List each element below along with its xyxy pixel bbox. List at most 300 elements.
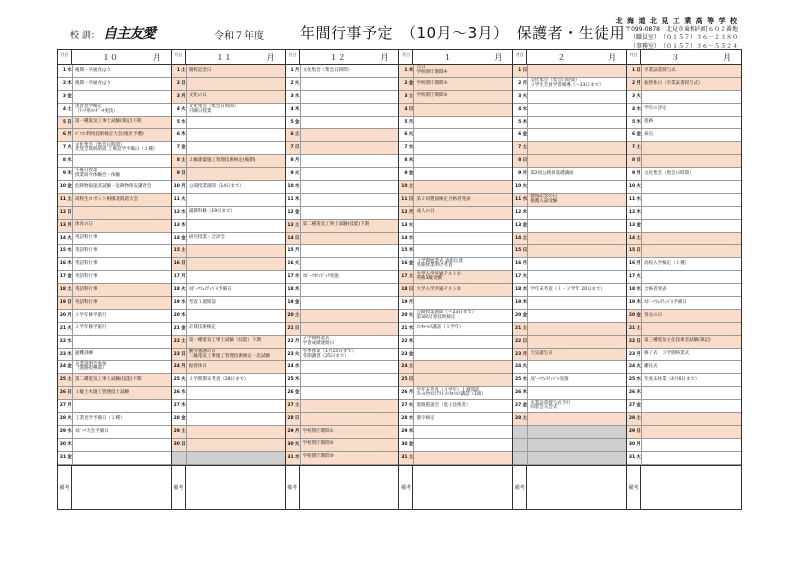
weekday: 金 bbox=[636, 310, 642, 322]
day-number: 26 bbox=[173, 390, 180, 396]
event-text: ｽﾎﾟｰﾂ大会予備日 bbox=[75, 428, 109, 434]
event-text bbox=[73, 452, 171, 464]
event-text: 合格者発表 bbox=[644, 286, 667, 292]
month-title bbox=[413, 50, 512, 64]
day-number bbox=[513, 439, 522, 451]
day-row bbox=[513, 426, 626, 439]
day-number: 6 bbox=[404, 132, 408, 138]
day-row bbox=[399, 361, 512, 374]
day-row bbox=[513, 349, 626, 362]
day-row bbox=[627, 168, 741, 181]
day-number: 21 bbox=[59, 325, 66, 331]
event-text bbox=[642, 233, 741, 245]
month-day-label: 月日 bbox=[286, 50, 300, 64]
event-text: 離任式 bbox=[644, 364, 658, 370]
day-row bbox=[286, 207, 399, 220]
day-row bbox=[286, 439, 399, 452]
weekday: 水 bbox=[67, 65, 73, 77]
weekday: 日 bbox=[181, 168, 187, 180]
weekday: 土 bbox=[295, 129, 301, 141]
school-address: 〒099-0878 北見市東相内町６０２番地 bbox=[625, 25, 738, 33]
day-number: 24 bbox=[628, 364, 636, 370]
day-row bbox=[172, 104, 285, 117]
weekday: 木 bbox=[408, 426, 414, 438]
weekday: 金 bbox=[67, 181, 73, 193]
day-row bbox=[58, 207, 171, 220]
day-number: 14 bbox=[628, 235, 636, 241]
day-number: 24 bbox=[59, 364, 66, 370]
day-number: 20 bbox=[628, 312, 636, 318]
day-row bbox=[627, 245, 741, 258]
day-row bbox=[286, 168, 399, 181]
day-number: 23 bbox=[515, 351, 522, 357]
event-text bbox=[301, 374, 399, 386]
day-number: 31 bbox=[401, 454, 408, 460]
day-row bbox=[286, 194, 399, 207]
day-row bbox=[399, 245, 512, 258]
event-text bbox=[642, 181, 741, 193]
day-number: 7 bbox=[404, 145, 408, 151]
event-text: 学年末考査（１・２学年 20日まで） bbox=[530, 286, 605, 292]
weekday: 金 bbox=[522, 129, 528, 141]
weekday: 火 bbox=[522, 181, 528, 193]
event-text: 英語科行事 bbox=[75, 299, 98, 305]
weekday: 日 bbox=[408, 284, 414, 296]
day-number: 10 bbox=[515, 184, 522, 190]
page-header bbox=[0, 0, 800, 50]
event-text: 振替休日 bbox=[188, 364, 207, 370]
weekday: 木 bbox=[295, 284, 301, 296]
day-number: 6 bbox=[176, 132, 180, 138]
event-text: 後期・共通食はり bbox=[75, 80, 111, 86]
event-text bbox=[642, 452, 741, 464]
day-row bbox=[399, 336, 512, 349]
day-row bbox=[286, 220, 399, 233]
event-text bbox=[73, 155, 171, 167]
day-row bbox=[58, 142, 171, 155]
event-text: 企業説明会参加 （進路指導部） bbox=[75, 361, 107, 372]
weekday: 日 bbox=[522, 245, 528, 257]
day-number: 22 bbox=[59, 338, 66, 344]
weekday: 水 bbox=[181, 297, 187, 309]
day-row bbox=[172, 323, 285, 336]
weekday: 火 bbox=[67, 323, 73, 335]
day-row bbox=[513, 400, 626, 413]
event-text bbox=[301, 361, 399, 373]
weekday: 月 bbox=[181, 91, 187, 103]
day-number: 24 bbox=[173, 364, 180, 370]
event-text bbox=[73, 400, 171, 412]
month-suffix: 月 bbox=[608, 52, 617, 62]
weekday: 月 bbox=[522, 168, 528, 180]
day-row bbox=[58, 194, 171, 207]
day-row bbox=[399, 78, 512, 91]
month-header bbox=[172, 50, 285, 65]
event-text: 学校閉庁期間③ bbox=[302, 454, 334, 460]
event-text bbox=[414, 349, 512, 361]
weekday: 木 bbox=[181, 220, 187, 232]
notes-label: 備考 bbox=[399, 466, 413, 509]
event-text bbox=[301, 194, 399, 206]
day-number: 12 bbox=[287, 209, 294, 215]
day-number: 30 bbox=[401, 441, 408, 447]
weekday: 月 bbox=[408, 297, 414, 309]
day-row bbox=[286, 413, 399, 426]
event-text bbox=[301, 117, 399, 129]
event-text: 考査１週間前 bbox=[188, 299, 216, 305]
day-number: 13 bbox=[173, 222, 180, 228]
event-text bbox=[528, 258, 626, 270]
day-number: 28 bbox=[287, 416, 294, 422]
weekday: 木 bbox=[67, 78, 73, 90]
weekday: 木 bbox=[408, 336, 414, 348]
day-row bbox=[172, 65, 285, 78]
event-text bbox=[187, 400, 285, 412]
day-number: 28 bbox=[628, 416, 636, 422]
day-row bbox=[286, 129, 399, 142]
day-row bbox=[627, 104, 741, 117]
day-number: 13 bbox=[515, 222, 522, 228]
event-text: 第一種電気工事士試験(筆記)下期 bbox=[75, 119, 142, 125]
day-row bbox=[399, 310, 512, 323]
day-row bbox=[627, 400, 741, 413]
day-number: 25 bbox=[59, 377, 66, 383]
event-text bbox=[528, 142, 626, 154]
event-text bbox=[528, 91, 626, 103]
day-number: 25 bbox=[515, 377, 522, 383]
day-number: 6 bbox=[518, 132, 522, 138]
day-number: 14 bbox=[401, 235, 408, 241]
event-text bbox=[187, 452, 285, 464]
event-text bbox=[414, 439, 512, 451]
day-number: 29 bbox=[628, 428, 636, 434]
weekday: 水 bbox=[408, 323, 414, 335]
day-number: 22 bbox=[515, 338, 522, 344]
day-number: 12 bbox=[173, 209, 180, 215]
event-text bbox=[187, 129, 285, 141]
weekday: 木 bbox=[636, 297, 642, 309]
day-number: 1 bbox=[518, 68, 522, 73]
weekday: 金 bbox=[636, 129, 642, 141]
event-text: 学校閉庁期間① bbox=[302, 428, 334, 434]
day-number: 2 bbox=[404, 80, 408, 86]
day-row bbox=[513, 361, 626, 374]
day-row bbox=[286, 155, 399, 168]
weekday: 水 bbox=[295, 271, 301, 283]
weekday: 水 bbox=[636, 284, 642, 296]
school-tel-staff: （職員室） （０１５７）３６－２３８０ bbox=[629, 34, 738, 41]
weekday: 火 bbox=[522, 361, 528, 373]
day-row bbox=[172, 194, 285, 207]
event-text bbox=[301, 168, 399, 180]
weekday: 金 bbox=[522, 310, 528, 322]
event-text bbox=[642, 155, 741, 167]
weekday: 日 bbox=[408, 374, 414, 386]
day-number: 12 bbox=[59, 209, 66, 215]
day-number: 17 bbox=[628, 274, 636, 280]
weekday: 金 bbox=[181, 142, 187, 154]
day-number: 7 bbox=[632, 145, 636, 151]
day-row bbox=[513, 142, 626, 155]
day-number: 15 bbox=[173, 248, 180, 254]
weekday: 木 bbox=[67, 168, 73, 180]
weekday: 月 bbox=[522, 258, 528, 270]
weekday: 日 bbox=[181, 258, 187, 270]
day-number: 5 bbox=[176, 119, 180, 125]
day-row bbox=[58, 387, 171, 400]
day-number: 16 bbox=[628, 261, 636, 267]
day-row bbox=[513, 104, 626, 117]
day-number: 8 bbox=[518, 158, 522, 164]
event-text bbox=[301, 129, 399, 141]
event-text bbox=[528, 117, 626, 129]
day-row bbox=[399, 387, 512, 400]
weekday: 金 bbox=[636, 400, 642, 412]
day-number: 26 bbox=[401, 390, 408, 396]
event-text: 副教科修（19日まで） bbox=[188, 209, 236, 215]
event-text: 学年末考査（３学年）１週間前 ｽﾄｰﾙﾀｸｽｺﾝﾃｽﾄ ﾒﾝﾀﾙﾍﾙｽ講話（1組） bbox=[416, 387, 487, 398]
weekday: 月 bbox=[522, 78, 528, 90]
event-text: 天皇誕生日 bbox=[530, 351, 553, 357]
event-text bbox=[187, 245, 285, 257]
weekday: 木 bbox=[522, 117, 528, 129]
day-row bbox=[627, 349, 741, 362]
event-text bbox=[414, 129, 512, 141]
day-number: 19 bbox=[287, 300, 294, 306]
event-text bbox=[187, 387, 285, 399]
school-tel-office: （事務室） （０１５７）３６－５５２４ bbox=[629, 42, 738, 50]
month-column bbox=[172, 50, 286, 509]
event-text bbox=[414, 233, 512, 245]
event-text: 午後日授業 授業紹介体験会・体験 bbox=[75, 168, 120, 179]
day-number: 20 bbox=[401, 312, 408, 318]
event-text bbox=[301, 323, 399, 335]
weekday: 土 bbox=[408, 271, 414, 283]
day-row bbox=[58, 258, 171, 271]
weekday: 水 bbox=[181, 207, 187, 219]
event-text bbox=[528, 310, 626, 322]
day-row bbox=[58, 168, 171, 181]
day-number: 14 bbox=[287, 235, 294, 241]
weekday: 土 bbox=[181, 245, 187, 257]
month-number: ３ bbox=[671, 52, 680, 62]
month-day-label: 月日 bbox=[58, 50, 72, 64]
day-row bbox=[627, 142, 741, 155]
day-number: 7 bbox=[518, 145, 522, 151]
notes-area bbox=[399, 465, 512, 509]
month-header bbox=[58, 50, 171, 65]
event-text: 漢字検定 bbox=[416, 415, 435, 421]
weekday: 水 bbox=[67, 336, 73, 348]
day-row bbox=[513, 155, 626, 168]
day-row bbox=[399, 233, 512, 246]
day-row bbox=[286, 426, 399, 439]
day-row bbox=[399, 129, 512, 142]
day-row bbox=[286, 91, 399, 104]
event-text bbox=[414, 297, 512, 309]
day-row bbox=[513, 194, 626, 207]
event-text bbox=[301, 413, 399, 425]
month-suffix: 月 bbox=[494, 52, 503, 62]
event-text bbox=[414, 104, 512, 116]
day-row bbox=[286, 258, 399, 271]
weekday: 金 bbox=[181, 233, 187, 245]
event-text: 英語科行事 bbox=[75, 248, 98, 254]
day-row bbox=[627, 91, 741, 104]
day-row bbox=[627, 323, 741, 336]
event-text bbox=[414, 452, 512, 464]
day-number: 15 bbox=[287, 248, 294, 254]
day-row bbox=[172, 310, 285, 323]
day-number: 7 bbox=[290, 145, 294, 151]
day-number: 18 bbox=[515, 287, 522, 293]
day-number: 3 bbox=[632, 93, 636, 99]
day-number: 2 bbox=[62, 80, 66, 86]
day-row bbox=[58, 452, 171, 465]
day-number: 7 bbox=[176, 145, 180, 151]
day-row bbox=[58, 297, 171, 310]
weekday: 土 bbox=[408, 91, 414, 103]
day-row bbox=[399, 168, 512, 181]
event-text bbox=[528, 413, 626, 425]
weekday: 火 bbox=[67, 413, 73, 425]
event-text bbox=[414, 155, 512, 167]
event-text: 採点 bbox=[644, 132, 654, 138]
event-text bbox=[187, 220, 285, 232]
day-row bbox=[399, 65, 512, 78]
weekday: 火 bbox=[67, 142, 73, 154]
day-number: 8 bbox=[632, 158, 636, 164]
day-number: 19 bbox=[59, 300, 66, 306]
day-row bbox=[513, 78, 626, 91]
day-row bbox=[58, 104, 171, 117]
day-number: 29 bbox=[401, 428, 408, 434]
day-row bbox=[172, 78, 285, 91]
event-text bbox=[301, 78, 399, 90]
event-text bbox=[187, 168, 285, 180]
event-text bbox=[642, 400, 741, 412]
event-text: ｽﾎﾟｰﾂﾌｪｽﾃｨﾊﾞﾙ予備日 bbox=[644, 299, 687, 305]
event-text bbox=[187, 258, 285, 270]
event-text bbox=[642, 323, 741, 335]
day-number: 22 bbox=[628, 338, 636, 344]
event-text bbox=[528, 220, 626, 232]
day-number: 20 bbox=[59, 312, 66, 318]
month-column bbox=[513, 50, 627, 509]
weekday: 日 bbox=[181, 78, 187, 90]
weekday: 土 bbox=[181, 65, 187, 77]
schedule-grid bbox=[57, 49, 742, 510]
weekday: 水 bbox=[408, 142, 414, 154]
notes-label: 備考 bbox=[286, 466, 300, 509]
weekday: 水 bbox=[636, 194, 642, 206]
day-number: 24 bbox=[515, 364, 522, 370]
day-number: 15 bbox=[515, 248, 522, 254]
month-number: ２ bbox=[557, 52, 566, 62]
weekday: 木 bbox=[636, 207, 642, 219]
weekday: 土 bbox=[522, 323, 528, 335]
month-number: １２ bbox=[329, 52, 346, 62]
day-number: 23 bbox=[59, 351, 66, 357]
weekday: 土 bbox=[67, 284, 73, 296]
day-number: 21 bbox=[515, 325, 522, 331]
day-row bbox=[58, 310, 171, 323]
weekday: 月 bbox=[181, 361, 187, 373]
day-number: 13 bbox=[628, 222, 636, 228]
weekday: 土 bbox=[636, 233, 642, 245]
day-row bbox=[286, 104, 399, 117]
day-row bbox=[513, 181, 626, 194]
school-motto: 自主友愛 bbox=[103, 26, 155, 42]
weekday: 月 bbox=[67, 220, 73, 232]
day-number: 5 bbox=[290, 119, 294, 125]
weekday: 火 bbox=[636, 181, 642, 193]
day-row bbox=[399, 323, 512, 336]
event-text: 大学入学共通テスト② bbox=[416, 286, 461, 292]
day-number: 18 bbox=[173, 287, 180, 293]
month-number: １ bbox=[443, 52, 452, 62]
day-number: 18 bbox=[628, 287, 636, 293]
day-number: 1 bbox=[176, 68, 180, 73]
event-text bbox=[73, 336, 171, 348]
event-text bbox=[414, 220, 512, 232]
event-text bbox=[301, 297, 399, 309]
weekday: 日 bbox=[408, 194, 414, 206]
day-number: 11 bbox=[173, 196, 180, 202]
weekday: 金 bbox=[295, 117, 301, 129]
event-text bbox=[73, 91, 171, 103]
event-text: 第二種電気工事士試験(技能)下期 bbox=[75, 377, 142, 383]
weekday: 水 bbox=[636, 104, 642, 116]
event-text: 学校閉庁期間⑥ bbox=[416, 93, 448, 99]
event-text: 修了式 ３学期終業式 bbox=[644, 351, 690, 357]
day-row bbox=[627, 220, 741, 233]
weekday: 日 bbox=[636, 426, 642, 438]
event-text: １級土木施工管理技士試験 bbox=[75, 389, 129, 395]
day-number: 27 bbox=[173, 403, 180, 409]
event-text: 冬季休業（1月15日まで） 冬期講習（25日まで） bbox=[302, 348, 357, 359]
day-row bbox=[172, 155, 285, 168]
weekday: 土 bbox=[67, 104, 73, 116]
event-text bbox=[187, 142, 285, 154]
weekday: 木 bbox=[67, 258, 73, 270]
day-row bbox=[399, 142, 512, 155]
event-text: 高校入学検定（１種） bbox=[644, 261, 690, 266]
day-row bbox=[627, 78, 741, 91]
weekday: 水 bbox=[67, 426, 73, 438]
day-row bbox=[399, 220, 512, 233]
weekday: 月 bbox=[522, 349, 528, 361]
weekday: 土 bbox=[636, 323, 642, 335]
month-number: １１ bbox=[215, 52, 232, 62]
day-row bbox=[172, 271, 285, 284]
day-row bbox=[627, 181, 741, 194]
event-text: 学校閉庁期間② bbox=[302, 441, 334, 447]
day-row bbox=[58, 413, 171, 426]
weekday: 金 bbox=[67, 91, 73, 103]
weekday: 火 bbox=[408, 400, 414, 412]
day-number: 31 bbox=[628, 454, 636, 460]
weekday: 火 bbox=[408, 310, 414, 322]
event-text: 第一種電気工事士試験（技能）下期 bbox=[188, 338, 261, 344]
weekday: 月 bbox=[67, 310, 73, 322]
weekday: 月 bbox=[636, 168, 642, 180]
day-row bbox=[172, 91, 285, 104]
day-number: 27 bbox=[515, 403, 522, 409]
day-number: 26 bbox=[628, 390, 636, 396]
day-number: 12 bbox=[515, 209, 522, 215]
event-text bbox=[528, 361, 626, 373]
